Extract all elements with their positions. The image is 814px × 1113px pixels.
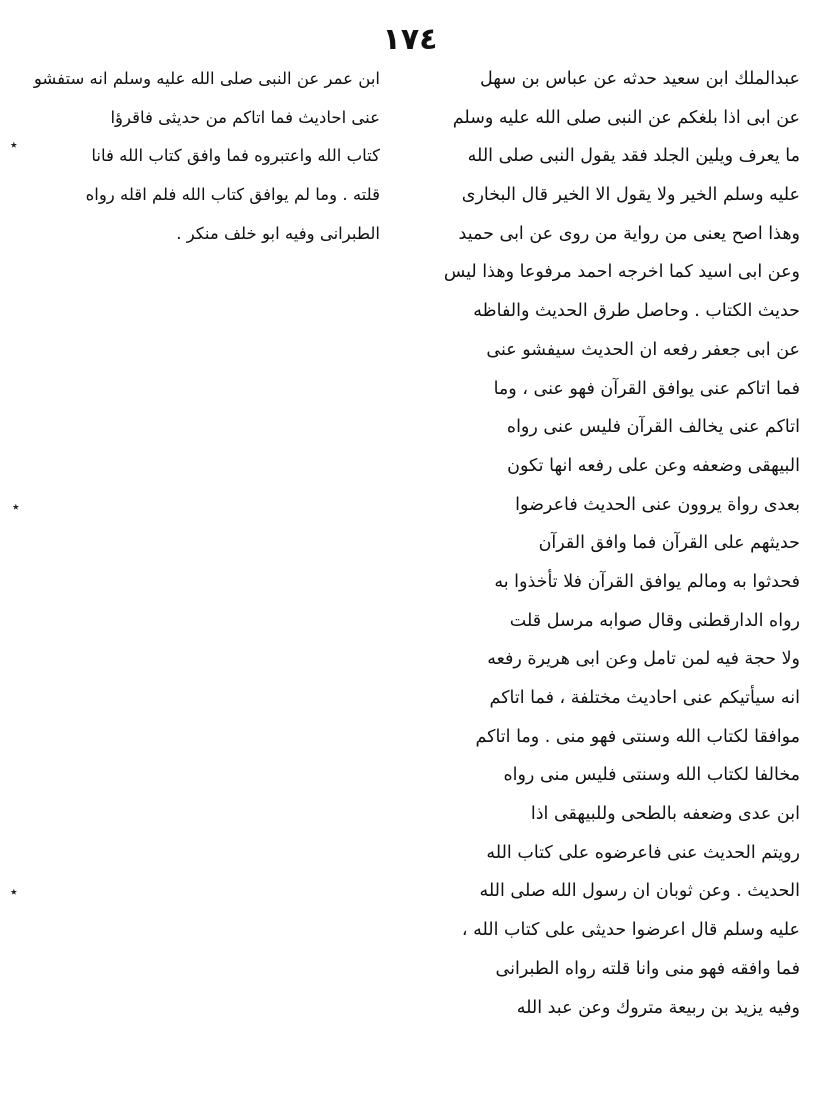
text-line: عليه وسلم الخير ولا يقول الا الخير قال البخارى [461,185,800,206]
text-line: كتاب الله واعتبروه فما وافق كتاب الله فانا [91,146,380,166]
text-line: ولا حجة فيه لمن تامل وعن ابى هريرة رفعه [487,649,800,670]
text-line: عنى احاديث فما اتاكم من حديثى فاقرؤا [110,107,380,127]
text-line: ما يعرف ويلين الجلد فقد يقول النبى صلى الله [467,146,800,167]
margin-mark: ٭ [10,137,18,153]
text-line: اتاكم عنى يخالف القرآن فليس عنى رواه [506,417,800,438]
text-line: الطبرانى وفيه ابو خلف منكر . [176,223,380,243]
text-line: مخالفا لكتاب الله وسنتى فليس منى رواه [503,765,800,786]
text-line: قلته . وما لم يوافق كتاب الله فلم اقله رواه [85,185,380,205]
text-line: عبدالملك ابن سعيد حدثه عن عباس بن سهل [480,69,800,89]
page-number: ١٧٤ [382,22,438,57]
text-line: وهذا اصح يعنى من رواية من روى عن ابى حميد [458,223,800,244]
text-line: عن ابى اذا بلغكم عن النبى صلى الله عليه وسلم [452,107,800,128]
text-line: انه سيأتيكم عنى احاديث مختلفة ، فما اتاكم [489,688,800,708]
text-line: الحديث . وعن ثوبان ان رسول الله صلى الله [479,881,800,902]
right-text-column [395,60,800,1027]
margin-mark: ٭ [10,884,18,900]
text-line: بعدى رواة يروون عنى الحديث فاعرضوا [515,494,800,515]
text-line: حديث الكتاب . وحاصل طرق الحديث والفاظه [473,301,800,322]
text-line: وفيه يزيد بن ربيعة متروك وعن عبد الله [516,997,800,1018]
text-line: فما وافقه فهو منى وانا قلته رواه الطبرانى [495,958,800,979]
text-line: رويتم الحديث عنى فاعرضوه على كتاب الله [486,842,800,863]
text-line: ابن عمر عن النبى صلى الله عليه وسلم انه ستفشو [33,69,380,88]
text-line: حديثهم على القرآن فما وافق القرآن [538,533,800,554]
text-line: فحدثوا به ومالم يوافق القرآن فلا تأخذوا به [494,571,800,592]
text-line: موافقا لكتاب الله وسنتى فهو منى . وما اتاكم [475,726,800,747]
left-text-column [33,60,380,253]
margin-mark: ٭ [12,499,20,515]
text-line: البيهقى وضعفه وعن على رفعه انها تكون [507,455,800,476]
text-line: عن ابى جعفر رفعه ان الحديث سيفشو عنى [486,339,800,360]
text-line: رواه الدارقطنى وقال صوابه مرسل قلت [509,610,800,631]
text-line: فما اتاكم عنى يوافق القرآن فهو عنى ، وما [493,378,800,399]
text-line: وعن ابى اسيد كما اخرجه احمد مرفوعا وهذا ليس [443,262,800,283]
text-line: ابن عدى وضعفه بالطحى وللبيهقى اذا [530,804,800,825]
text-line: عليه وسلم قال اعرضوا حديثى على كتاب الله ، [461,920,800,941]
